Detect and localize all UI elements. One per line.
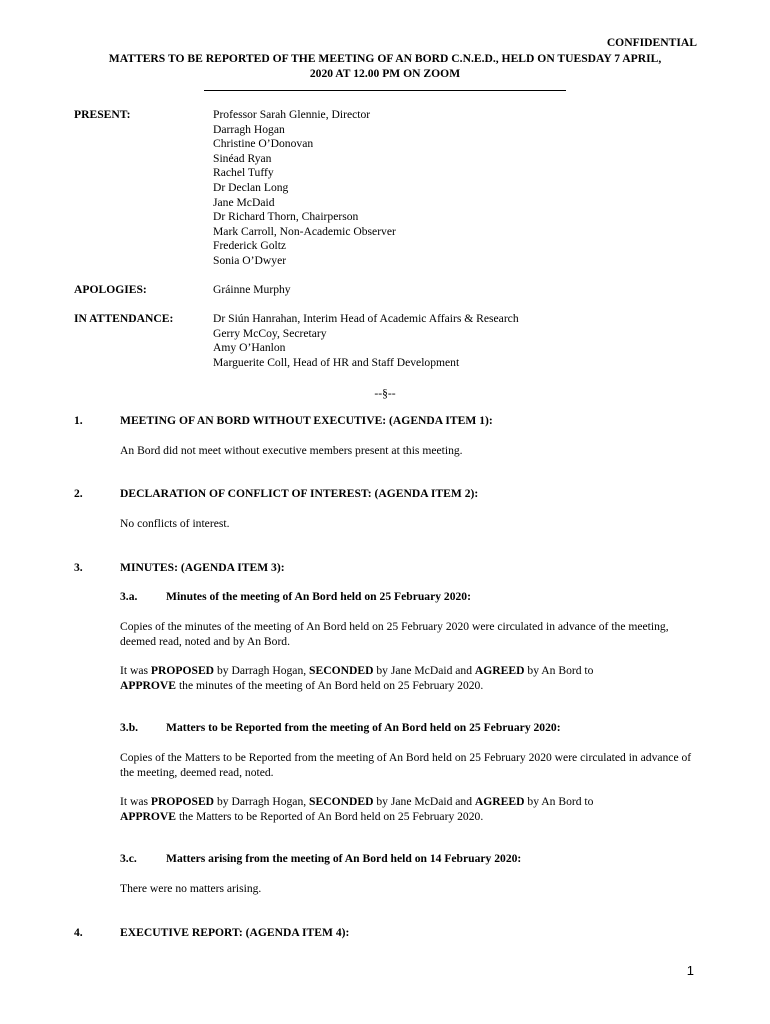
item-2-number: 2. [74,487,83,500]
item-4-heading: EXECUTIVE REPORT: (AGENDA ITEM 4): [120,926,350,939]
present-name: Rachel Tuffy [213,166,274,180]
apologies-label: APOLOGIES: [74,283,147,296]
item-3b-resolution: It was PROPOSED by Darragh Hogan, SECONDED by Jane McDaid and AGREED by An Bord to APPROVE the Matters to be Reported of An Bord held on 25 February 2020. [120,795,594,823]
attendance-name: Amy O’Hanlon [213,341,286,355]
approve-keyword: APPROVE [120,810,177,823]
proposed-keyword: PROPOSED [150,664,215,677]
present-name: Mark Carroll, Non-Academic Observer [213,224,396,238]
section-separator: --§-- [374,387,396,400]
item-2-heading: DECLARATION OF CONFLICT OF INTEREST: (AGENDA ITEM 2): [120,487,479,500]
item-1-heading: MEETING OF AN BORD WITHOUT EXECUTIVE: (AGENDA ITEM 1): [120,414,493,427]
present-name: Jane McDaid [213,195,275,209]
attendance-name: Marguerite Coll, Head of HR and Staff Development [213,355,460,369]
attendance-name: Gerry McCoy, Secretary [213,326,327,340]
agreed-keyword: AGREED [474,795,525,808]
proposed-keyword: PROPOSED [150,795,215,808]
seconded-keyword: SECONDED [309,664,374,677]
present-name: Sonia O’Dwyer [213,253,287,267]
approve-keyword: APPROVE [120,679,177,692]
present-name: Frederick Goltz [213,239,287,253]
present-name: Darragh Hogan [213,122,285,136]
title-line-2: 2020 AT 12.00 PM ON ZOOM [309,67,461,80]
item-1-text: An Bord did not meet without executive members present at this meeting. [120,444,463,457]
item-1-number: 1. [74,414,83,427]
item-3a-number: 3.a. [120,590,138,603]
apologies-list [213,283,291,298]
agreed-keyword: AGREED [474,664,525,677]
item-3-number: 3. [74,561,83,574]
apologies-name: Gráinne Murphy [213,283,291,296]
title-line-1: MATTERS TO BE REPORTED OF THE MEETING OF AN BORD C.N.E.D., HELD ON TUESDAY 7 APRIL, [108,52,662,65]
attendance-label: IN ATTENDANCE: [74,312,174,325]
present-name: Christine O’Donovan [213,137,314,151]
present-label: PRESENT: [74,108,131,121]
item-3b-text: Copies of the Matters to be Reported from the meeting of An Bord held on 25 February 2020 were circulated in advance of the meeting, deemed read, noted. [120,751,692,779]
confidential-mark: CONFIDENTIAL [606,36,697,49]
item-3a-heading: Minutes of the meeting of An Bord held on 25 February 2020: [166,590,471,603]
attendance-list [213,312,519,370]
item-3-heading: MINUTES: (AGENDA ITEM 3): [120,561,285,574]
title-underline [204,90,566,91]
attendance-name: Dr Siún Hanrahan, Interim Head of Academic Affairs & Research [213,312,519,325]
item-2-text: No conflicts of interest. [120,517,230,530]
present-name: Dr Richard Thorn, Chairperson [213,210,359,224]
present-name: Professor Sarah Glennie, Director [213,108,371,121]
item-3a-resolution: It was PROPOSED by Darragh Hogan, SECONDED by Jane McDaid and AGREED by An Bord to APPROVE the minutes of the meeting of An Bord held on 25 February 2020. [120,664,594,692]
present-name: Sinéad Ryan [213,151,272,165]
document-title [60,51,710,81]
item-3b-heading: Matters to be Reported from the meeting of An Bord held on 25 February 2020: [166,721,561,734]
page-number: 1 [686,963,694,978]
item-4-number: 4. [74,926,83,939]
present-name: Dr Declan Long [213,180,289,194]
item-3c-number: 3.c. [120,852,137,865]
item-3c-text: There were no matters arising. [120,882,262,895]
present-list [213,108,396,269]
item-3c-heading: Matters arising from the meeting of An Bord held on 14 February 2020: [166,852,522,865]
seconded-keyword: SECONDED [309,795,374,808]
item-3a-text: Copies of the minutes of the meeting of An Bord held on 25 February 2020 were circulated in advance of the meeting, deemed read, noted and by An Bord. [120,620,669,648]
item-3b-number: 3.b. [120,721,139,734]
